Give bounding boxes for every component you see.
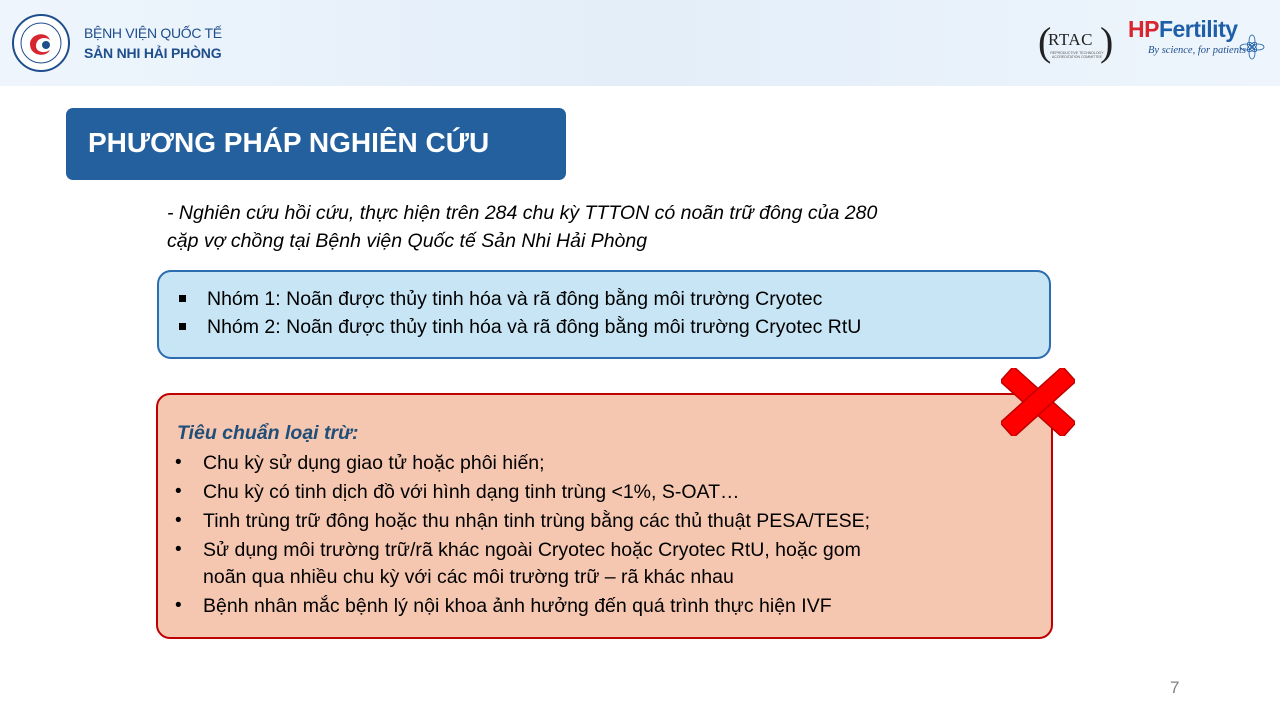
bullet-icon: • [175,539,182,560]
rtac-subtitle: REPRODUCTIVE TECHNOLOGY ACCREDITATION COMMITTEE [1050,51,1104,59]
group-item-2 [207,316,861,339]
exclusion-item [175,592,1033,620]
intro-line-1: - Nghiên cứu hồi cứu, thực hiện trên 284 chu kỳ TTTON có noãn trữ đông của 280 [167,202,878,224]
exclusion-item [175,536,1033,564]
exclusion-item [175,449,1033,477]
exclusion-item-text: Sử dụng môi trường trữ/rã khác ngoài Cryotec hoặc Cryotec RtU, hoặc gom [203,539,861,561]
red-cross-icon [1001,368,1075,436]
bullet-icon: • [175,481,182,502]
exclusion-item [175,478,1033,506]
exclusion-title: Tiêu chuẩn loại trừ: [177,422,359,444]
intro-text [167,199,1067,255]
page-number: 7 [1170,678,1180,697]
rtac-right-paren: ) [1100,19,1114,64]
hospital-logo-icon [12,14,70,72]
intro-line-2: cặp vợ chồng tại Bệnh viện Quốc tế Sản Nhi Hải Phòng [167,230,648,252]
exclusion-item-text: Chu kỳ sử dụng giao tử hoặc phôi hiến; [203,452,545,474]
group-item-text: Nhóm 1: Noãn được thủy tinh hóa và rã đông bằng môi trường Cryotec [207,288,823,310]
group-item-text: Nhóm 2: Noãn được thủy tinh hóa và rã đông bằng môi trường Cryotec RtU [207,316,862,338]
brand-tagline: By science, for patients [1148,45,1246,56]
group-item-1 [207,288,822,311]
bullet-icon: • [175,595,182,616]
brand-hp: HP [1128,16,1159,42]
brand-fertility: Fertility [1158,16,1238,42]
exclusion-item-text: Chu kỳ có tinh dịch đồ với hình dạng tinh trùng <1%, S-OAT… [203,481,740,503]
header-bar [0,0,1280,86]
groups-box [157,270,1051,359]
slide-title: PHƯƠNG PHÁP NGHIÊN CỨU [88,127,490,158]
exclusion-item-text: noãn qua nhiều chu kỳ với các môi trường trữ – rã khác nhau [203,566,734,588]
exclusion-item-text: Tinh trùng trữ đông hoặc thu nhận tinh trùng bằng các thủ thuật PESA/TESE; [203,510,871,532]
exclusion-item-continuation [203,563,1033,591]
hospital-name-line1: BỆNH VIỆN QUỐC TẾ [84,25,222,41]
rtac-logo [1038,16,1114,66]
square-bullet-icon [179,295,186,302]
exclusion-item-text: Bệnh nhân mắc bệnh lý nội khoa ảnh hưởng đến quá trình thực hiện IVF [203,595,832,617]
exclusion-criteria-box [156,393,1053,639]
exclusion-item [175,507,1033,535]
hp-fertility-flower-icon [1239,34,1265,60]
rtac-name: RTAC [1048,30,1093,49]
square-bullet-icon [179,323,186,330]
slide-title-box [66,108,566,180]
hp-fertility-logo [1128,16,1268,72]
hospital-name-line2: SẢN NHI HẢI PHÒNG [84,45,222,61]
bullet-icon: • [175,452,182,473]
hp-fertility-brand [1128,16,1238,43]
rtac-left-paren: ( [1038,19,1052,64]
bullet-icon: • [175,510,182,531]
